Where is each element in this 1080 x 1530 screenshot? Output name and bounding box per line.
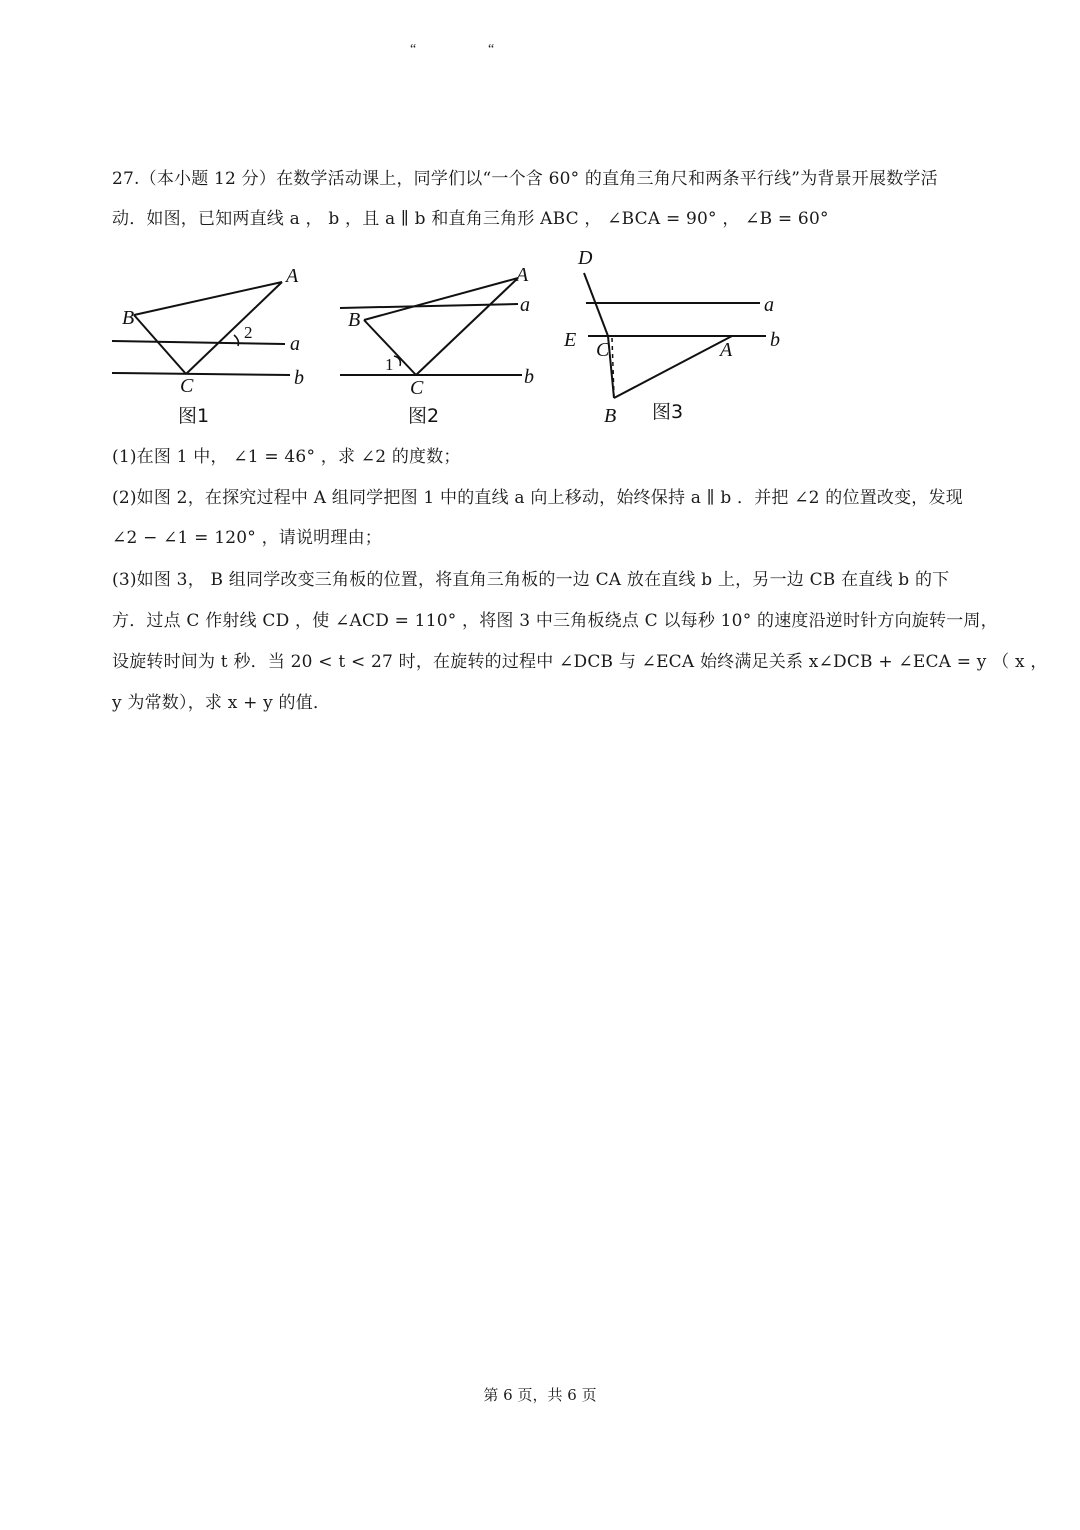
fig3-label-A: A [720, 339, 733, 361]
figure-1 [100, 240, 320, 434]
fig1-label-A: A [286, 265, 299, 287]
fig1-caption: 图1 [178, 405, 210, 427]
part-3-line-4: y 为常数），求 x + y 的值． [112, 693, 331, 713]
fig1-label-B: B [122, 307, 135, 329]
fig3-label-B: B [604, 405, 617, 427]
fig2-caption: 图2 [408, 405, 440, 427]
figure-3 [560, 240, 800, 434]
header-quote-right: “ [488, 42, 495, 57]
fig2-angle-1: 1 [385, 355, 394, 374]
page-footer: 第 6 页，共 6 页 [483, 1386, 597, 1404]
part-3-line-2: 方．过点 C 作射线 CD ，使 ∠ACD = 110° ，将图 3 中三角板绕点 C 以每秒 10° 的速度沿逆时针方向旋转一周， [112, 611, 998, 631]
fig2-label-C: C [410, 377, 424, 399]
part-3-line-1: (3)如图 3， B 组同学改变三角板的位置，将直角三角板的一边 CA 放在直线 b 上，另一边 CB 在直线 b 的下 [112, 570, 950, 590]
fig2-label-B: B [348, 309, 361, 331]
part-2-line-1: (2)如图 2，在探究过程中 A 组同学把图 1 中的直线 a 向上移动，始终保持 a ∥ b ．并把 ∠2 的位置改变，发现 [112, 488, 963, 508]
fig1-angle-2: 2 [244, 323, 253, 342]
fig1-label-C: C [180, 375, 194, 397]
fig1-label-a: a [290, 333, 300, 355]
fig2-label-A: A [516, 264, 529, 286]
part-2-line-2: ∠2 − ∠1 = 120° ，请说明理由； [112, 528, 382, 548]
figure-2 [330, 240, 550, 434]
header-quote-left: “ [410, 42, 417, 57]
fig3-label-E: E [564, 329, 577, 351]
fig3-label-C: C [596, 339, 610, 361]
fig2-label-a: a [520, 294, 530, 316]
fig1-label-b: b [294, 367, 304, 389]
part-1: (1)在图 1 中， ∠1 = 46° ，求 ∠2 的度数； [112, 447, 461, 467]
fig3-caption: 图3 [652, 401, 684, 423]
question-line-1: 27.（本小题 12 分）在数学活动课上，同学们以“一个含 60° 的直角三角尺和两条平行线”为背景开展数学活 [112, 169, 938, 189]
fig3-label-b: b [770, 329, 780, 351]
part-3-line-3: 设旋转时间为 t 秒．当 20 < t < 27 时，在旋转的过程中 ∠DCB 与 ∠ECA 始终满足关系 x∠DCB + ∠ECA = y （ x ， [112, 652, 1048, 672]
fig3-label-a: a [764, 294, 774, 316]
question-line-2: 动．如图，已知两直线 a ， b ，且 a ∥ b 和直角三角形 ABC ， ∠BCA = 90° ， ∠B = 60° [112, 209, 829, 229]
fig2-label-b: b [524, 366, 534, 388]
fig3-label-D: D [578, 247, 593, 269]
